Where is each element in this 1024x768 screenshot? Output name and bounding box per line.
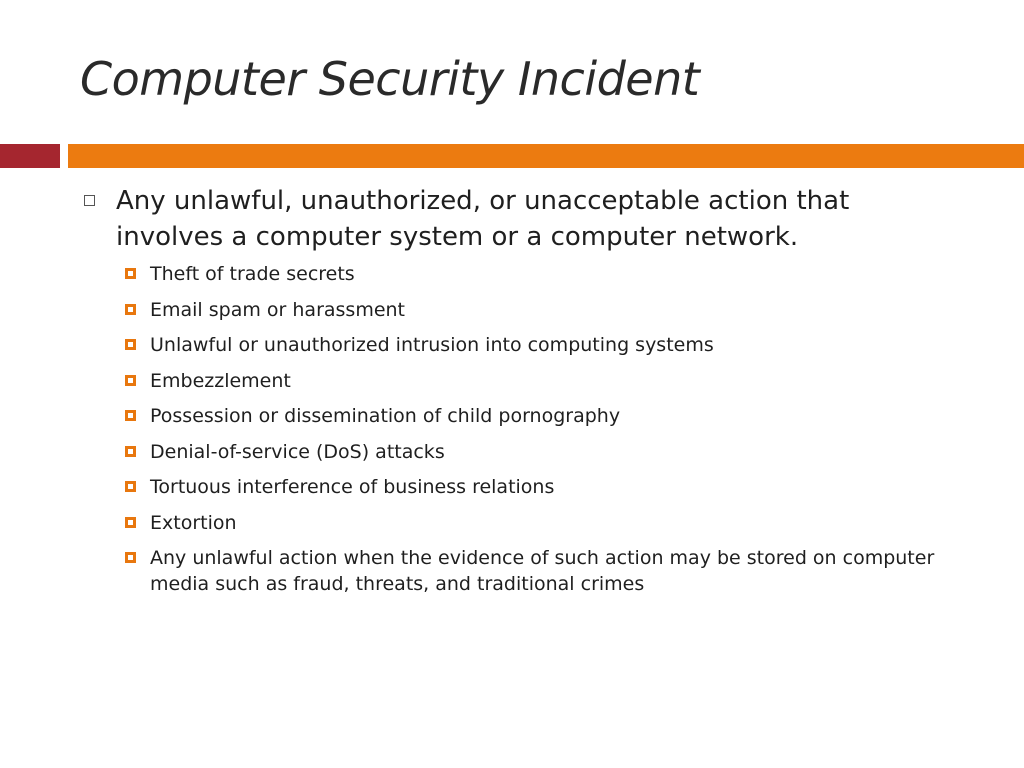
square-bullet-icon (125, 410, 136, 421)
slide-title: Computer Security Incident (80, 52, 700, 106)
square-bullet-icon (125, 304, 136, 315)
square-bullet-icon (125, 375, 136, 386)
list-item-text: Email spam or harassment (150, 298, 406, 321)
square-bullet-icon (125, 517, 136, 528)
square-bullet-icon (125, 339, 136, 350)
accent-bar-left (0, 144, 60, 168)
list-item-text: Theft of trade secrets (150, 263, 355, 285)
main-bullet-text: Any unlawful, unauthorized, or unacceptable action that involves a computer system or a computer network. (116, 186, 850, 252)
list-item-text: Denial-of-service (DoS) attacks (150, 440, 445, 463)
list-item (117, 474, 962, 500)
square-bullet-icon (125, 446, 136, 457)
list-item-text: Any unlawful action when the evidence of such action may be stored on computer media such as fraud, threats, and traditional crimes (150, 547, 935, 595)
list-item (117, 545, 962, 597)
square-bullet-icon (125, 481, 136, 492)
list-item (117, 439, 962, 465)
list-item (117, 368, 962, 394)
list-item-text: Embezzlement (150, 369, 291, 392)
list-item (117, 510, 962, 536)
list-item (117, 403, 962, 429)
slide-content (82, 183, 962, 607)
list-item (117, 261, 962, 287)
list-item-text: Tortuous interference of business relations (150, 476, 555, 498)
hollow-square-bullet-icon (84, 195, 95, 206)
accent-bar-right (68, 144, 1024, 168)
list-item-text: Unlawful or unauthorized intrusion into computing systems (150, 334, 714, 356)
list-item-text: Possession or dissemination of child pornography (150, 405, 621, 427)
sub-bullet-list (82, 261, 962, 597)
square-bullet-icon (125, 268, 136, 279)
main-bullet-item (82, 183, 962, 255)
square-bullet-icon (125, 552, 136, 563)
list-item (117, 332, 962, 358)
list-item (117, 297, 962, 323)
list-item-text: Extortion (150, 511, 237, 534)
